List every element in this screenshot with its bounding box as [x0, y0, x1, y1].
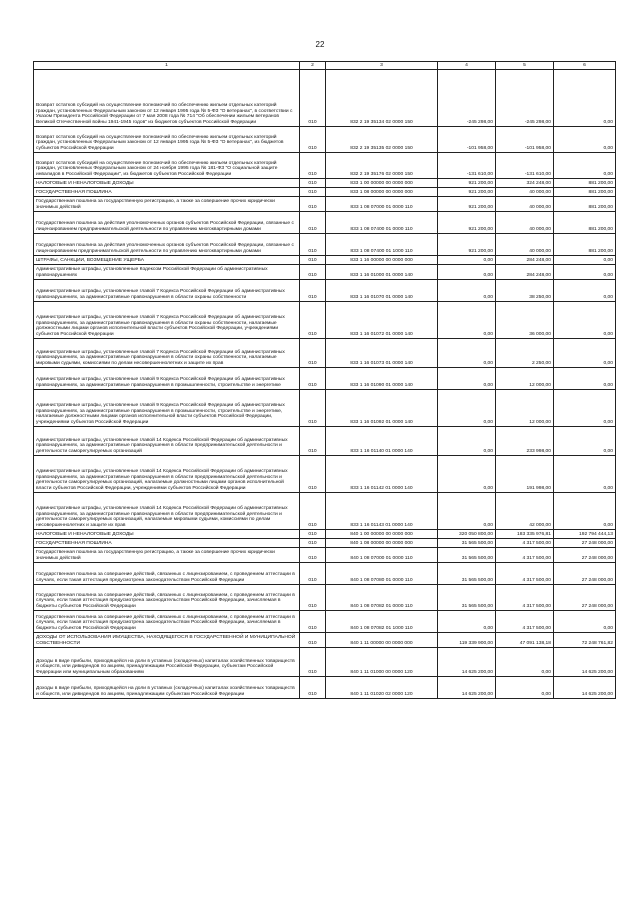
row-name-cell: Возврат остатков субсидий на осуществление полномочий по обеспечению жильем отдельных категорий граждан, установленных Федеральным законом от 24 ноября 1995 года № 181-ФЗ "О социальной защите инвалидов в Российской Федерации", из бюджетов субъектов Российской Федерации	[34, 153, 300, 179]
table-row	[34, 677, 616, 699]
row-unexecuted-cell: 0,00	[554, 390, 616, 427]
row-budget-code-cell: 840 1 08 07082 01 0000 110	[326, 585, 438, 611]
row-line-code-cell: 010	[300, 585, 326, 611]
budget-income-table	[33, 61, 616, 699]
row-line-code-cell: 010	[300, 530, 326, 539]
row-budget-code-cell: 840 1 00 00000 00 0000 000	[326, 530, 438, 539]
row-executed-cell: 4 317 500,00	[496, 548, 554, 563]
row-line-code-cell: 010	[300, 188, 326, 197]
row-line-code-cell: 010	[300, 339, 326, 368]
row-unexecuted-cell: 0,00	[554, 302, 616, 339]
table-row	[34, 280, 616, 302]
row-line-code-cell: 010	[300, 280, 326, 302]
row-line-code-cell: 010	[300, 456, 326, 493]
row-line-code-cell: 010	[300, 302, 326, 339]
table-row	[34, 179, 616, 188]
row-approved-cell: 0,00	[438, 456, 496, 493]
row-name-cell: Административные штрафы, установленные главой 14 Кодекса Российской Федерации об административных правонарушениях, за административные правонарушения в области предпринимательской деятельности и деятельности саморегулируемых организаций, налагаемые должностными лицами органов исполнительной власти субъектов Российской Федерации, учреждениями субъектов Российской Федерации	[34, 456, 300, 493]
row-name-cell: Доходы в виде прибыли, приходящейся на доли в уставных (складочных) капиталах хозяйственных товариществ и обществ, или дивидендов по акциям, принадлежащим субъектам Российской Федерации	[34, 677, 300, 699]
row-approved-cell: 0,00	[438, 339, 496, 368]
row-executed-cell: 40 000,00	[496, 212, 554, 234]
row-approved-cell: 31 565 500,00	[438, 539, 496, 548]
row-budget-code-cell: 833 1 16 01092 01 0000 140	[326, 390, 438, 427]
row-unexecuted-cell: 72 248 761,82	[554, 633, 616, 648]
row-approved-cell: 0,00	[438, 302, 496, 339]
row-executed-cell: 0,00	[496, 648, 554, 677]
row-unexecuted-cell: 0,00	[554, 70, 616, 127]
row-budget-code-cell: 833 1 16 01143 01 0000 140	[326, 493, 438, 530]
table-row	[34, 339, 616, 368]
row-line-code-cell: 010	[300, 212, 326, 234]
row-budget-code-cell: 833 1 00 00000 00 0000 000	[326, 179, 438, 188]
row-line-code-cell: 010	[300, 648, 326, 677]
row-budget-code-cell: 833 1 08 07400 01 1000 110	[326, 234, 438, 256]
row-unexecuted-cell: 14 625 200,00	[554, 648, 616, 677]
table-row	[34, 188, 616, 197]
table-row	[34, 368, 616, 390]
row-unexecuted-cell: 0,00	[554, 493, 616, 530]
row-executed-cell: 4 317 500,00	[496, 611, 554, 633]
row-budget-code-cell: 833 1 16 01142 01 0000 140	[326, 456, 438, 493]
table-row	[34, 127, 616, 153]
row-executed-cell: 42 000,00	[496, 493, 554, 530]
row-line-code-cell: 010	[300, 368, 326, 390]
row-line-code-cell: 010	[300, 127, 326, 153]
row-approved-cell: 921 200,00	[438, 197, 496, 212]
column-header: 4	[438, 62, 496, 70]
row-budget-code-cell: 840 1 11 00000 00 0000 000	[326, 633, 438, 648]
row-name-cell: Административные штрафы, установленные главой 9 Кодекса Российской Федерации об административных правонарушениях, за административные правонарушения в промышленности, строительстве и энергетике, налагаемые должностными лицами органов исполнительной власти субъектов Российской Федерации, учреждениями субъектов Российской Федерации	[34, 390, 300, 427]
row-executed-cell: 4 317 500,00	[496, 539, 554, 548]
row-budget-code-cell: 833 1 08 07000 01 0000 110	[326, 197, 438, 212]
table-row	[34, 153, 616, 179]
row-unexecuted-cell: 27 248 000,00	[554, 539, 616, 548]
row-executed-cell: 284 248,00	[496, 265, 554, 280]
row-executed-cell: 40 000,00	[496, 197, 554, 212]
row-unexecuted-cell: 0,00	[554, 280, 616, 302]
row-budget-code-cell: 840 1 08 07082 01 1000 110	[326, 611, 438, 633]
row-approved-cell: 0,00	[438, 611, 496, 633]
row-approved-cell: 31 565 500,00	[438, 563, 496, 585]
table-row	[34, 530, 616, 539]
row-budget-code-cell: 840 1 08 07000 01 0000 110	[326, 548, 438, 563]
row-approved-cell: 31 565 500,00	[438, 548, 496, 563]
row-unexecuted-cell: 881 200,00	[554, 179, 616, 188]
row-budget-code-cell: 833 1 16 01072 01 0000 140	[326, 302, 438, 339]
row-executed-cell: 4 317 500,00	[496, 563, 554, 585]
row-unexecuted-cell: 192 794 444,13	[554, 530, 616, 539]
row-unexecuted-cell: 881 200,00	[554, 234, 616, 256]
row-executed-cell: 233 998,00	[496, 427, 554, 456]
row-unexecuted-cell: 27 248 000,00	[554, 563, 616, 585]
row-approved-cell: 31 565 500,00	[438, 585, 496, 611]
row-line-code-cell: 010	[300, 256, 326, 265]
row-executed-cell: 183 335 976,81	[496, 530, 554, 539]
row-approved-cell: 0,00	[438, 368, 496, 390]
row-line-code-cell: 010	[300, 563, 326, 585]
row-name-cell: Административные штрафы, установленные Кодексом Российской Федерации об административных правонарушениях	[34, 265, 300, 280]
table-row	[34, 212, 616, 234]
row-approved-cell: 0,00	[438, 256, 496, 265]
column-header: 6	[554, 62, 616, 70]
row-approved-cell: 119 339 900,00	[438, 633, 496, 648]
table-row	[34, 197, 616, 212]
row-line-code-cell: 010	[300, 677, 326, 699]
row-executed-cell: 40 000,00	[496, 188, 554, 197]
row-budget-code-cell: 833 1 16 01070 01 0000 140	[326, 280, 438, 302]
row-unexecuted-cell: 881 200,00	[554, 212, 616, 234]
row-approved-cell: 921 200,00	[438, 212, 496, 234]
row-name-cell: НАЛОГОВЫЕ И НЕНАЛОГОВЫЕ ДОХОДЫ	[34, 179, 300, 188]
row-name-cell: Государственная пошлина за совершение действий, связанных с лицензированием, с проведением аттестации в случаях, если такая аттестация предусмотрена законодательством Российской Федерации, зачисляемая в бюджеты субъектов Российской Федерации	[34, 611, 300, 633]
row-unexecuted-cell: 0,00	[554, 153, 616, 179]
row-budget-code-cell: 840 1 08 00000 00 0000 000	[326, 539, 438, 548]
row-executed-cell: 36 000,00	[496, 302, 554, 339]
row-name-cell: Государственная пошлина за совершение действий, связанных с лицензированием, с проведением аттестации в случаях, если такая аттестация предусмотрена законодательством Российской Федерации	[34, 563, 300, 585]
table-row	[34, 539, 616, 548]
row-name-cell: Административные штрафы, установленные главой 7 Кодекса Российской Федерации об административных правонарушениях, за административные правонарушения в области охраны собственности	[34, 280, 300, 302]
row-line-code-cell: 010	[300, 265, 326, 280]
row-budget-code-cell: 833 1 16 01073 01 0000 140	[326, 339, 438, 368]
row-budget-code-cell: 833 1 16 00000 00 0000 000	[326, 256, 438, 265]
row-unexecuted-cell: 0,00	[554, 368, 616, 390]
row-name-cell: Государственная пошлина за государственную регистрацию, а также за совершение прочих юридически значимых действий	[34, 197, 300, 212]
column-header: 3	[326, 62, 438, 70]
row-budget-code-cell: 840 1 11 01000 00 0000 120	[326, 648, 438, 677]
table-row	[34, 563, 616, 585]
row-unexecuted-cell: 0,00	[554, 265, 616, 280]
row-line-code-cell: 010	[300, 70, 326, 127]
row-name-cell: ДОХОДЫ ОТ ИСПОЛЬЗОВАНИЯ ИМУЩЕСТВА, НАХОДЯЩЕГОСЯ В ГОСУДАРСТВЕННОЙ И МУНИЦИПАЛЬНОЙ СОБСТВЕННОСТИ	[34, 633, 300, 648]
table-row	[34, 390, 616, 427]
row-unexecuted-cell: 0,00	[554, 256, 616, 265]
table-row	[34, 611, 616, 633]
row-executed-cell: 284 248,00	[496, 256, 554, 265]
row-name-cell: Административные штрафы, установленные главой 7 Кодекса Российской Федерации об административных правонарушениях, за административные правонарушения в области охраны собственности, налагаемые должностными лицами органов исполнительной власти субъектов Российской Федерации, учреждениями субъектов Российской Федерации	[34, 302, 300, 339]
row-executed-cell: 191 998,00	[496, 456, 554, 493]
row-approved-cell: 0,00	[438, 390, 496, 427]
table-row	[34, 456, 616, 493]
row-approved-cell: -131 610,00	[438, 153, 496, 179]
row-name-cell: ШТРАФЫ, САНКЦИИ, ВОЗМЕЩЕНИЕ УЩЕРБА	[34, 256, 300, 265]
row-name-cell: Доходы в виде прибыли, приходящейся на доли в уставных (складочных) капиталах хозяйственных товариществ и обществ, или дивидендов по акциям, принадлежащим Российской Федерации, субъектам Российской Федерации или муниципальным образованиям	[34, 648, 300, 677]
table-row	[34, 70, 616, 127]
row-approved-cell: 14 625 200,00	[438, 648, 496, 677]
table-row	[34, 265, 616, 280]
row-name-cell: Возврат остатков субсидий на осуществление полномочий по обеспечению жильем отдельных категорий граждан, установленных Федеральным законом от 12 января 1995 года № 5-ФЗ "О ветеранах", из бюджетов субъектов Российской Федерации	[34, 127, 300, 153]
row-budget-code-cell: 833 1 16 01140 01 0000 140	[326, 427, 438, 456]
row-unexecuted-cell: 0,00	[554, 456, 616, 493]
row-line-code-cell: 010	[300, 493, 326, 530]
row-unexecuted-cell: 14 625 200,00	[554, 677, 616, 699]
row-name-cell: ГОСУДАРСТВЕННАЯ ПОШЛИНА	[34, 539, 300, 548]
row-budget-code-cell: 840 1 08 07080 01 0000 110	[326, 563, 438, 585]
column-header: 5	[496, 62, 554, 70]
row-line-code-cell: 010	[300, 179, 326, 188]
row-executed-cell: 324 248,00	[496, 179, 554, 188]
row-line-code-cell: 010	[300, 611, 326, 633]
row-budget-code-cell: 832 2 19 35135 02 0000 150	[326, 127, 438, 153]
row-line-code-cell: 010	[300, 153, 326, 179]
row-name-cell: Государственная пошлина за действия уполномоченных органов субъектов Российской Федерации, связанные с лицензированием предпринимательской деятельности по управлению многоквартирными домами	[34, 212, 300, 234]
row-approved-cell: 0,00	[438, 265, 496, 280]
row-budget-code-cell: 840 1 11 01020 02 0000 120	[326, 677, 438, 699]
row-name-cell: Государственная пошлина за совершение действий, связанных с лицензированием, с проведением аттестации в случаях, если такая аттестация предусмотрена законодательством Российской Федерации, зачисляемая в бюджеты субъектов Российской Федерации	[34, 585, 300, 611]
row-name-cell: Государственная пошлина за государственную регистрацию, а также за совершение прочих юридически значимых действий	[34, 548, 300, 563]
row-approved-cell: 14 625 200,00	[438, 677, 496, 699]
row-approved-cell: -101 958,00	[438, 127, 496, 153]
row-unexecuted-cell: 27 248 000,00	[554, 585, 616, 611]
row-unexecuted-cell: 881 200,00	[554, 197, 616, 212]
row-approved-cell: 0,00	[438, 427, 496, 456]
row-unexecuted-cell: 0,00	[554, 127, 616, 153]
column-header: 2	[300, 62, 326, 70]
row-line-code-cell: 010	[300, 234, 326, 256]
row-budget-code-cell: 832 2 19 35176 02 0000 150	[326, 153, 438, 179]
table-row	[34, 585, 616, 611]
table-row	[34, 493, 616, 530]
row-line-code-cell: 010	[300, 548, 326, 563]
column-header: 1	[34, 62, 300, 70]
row-executed-cell: 12 000,00	[496, 368, 554, 390]
row-name-cell: Административные штрафы, установленные главой 7 Кодекса Российской Федерации об административных правонарушениях, за административные правонарушения в области охраны собственности, налагаемые мировыми судьями, комиссиями по делам несовершеннолетних и защите их прав	[34, 339, 300, 368]
row-line-code-cell: 010	[300, 427, 326, 456]
row-name-cell: Административные штрафы, установленные главой 14 Кодекса Российской Федерации об административных правонарушениях, за административные правонарушения в области предпринимательской деятельности и деятельности саморегулируемых организаций, налагаемые мировыми судьями, комиссиями по делам несовершеннолетних и защите их прав	[34, 493, 300, 530]
row-line-code-cell: 010	[300, 197, 326, 212]
row-line-code-cell: 010	[300, 539, 326, 548]
row-line-code-cell: 010	[300, 390, 326, 427]
row-budget-code-cell: 833 1 08 07400 01 0000 110	[326, 212, 438, 234]
table-row	[34, 548, 616, 563]
row-unexecuted-cell: 0,00	[554, 339, 616, 368]
row-approved-cell: 0,00	[438, 280, 496, 302]
page-number: 22	[315, 40, 325, 49]
row-executed-cell: 40 000,00	[496, 234, 554, 256]
table-row	[34, 302, 616, 339]
row-line-code-cell: 010	[300, 633, 326, 648]
row-approved-cell: -245 298,00	[438, 70, 496, 127]
row-executed-cell: 0,00	[496, 677, 554, 699]
row-name-cell: НАЛОГОВЫЕ И НЕНАЛОГОВЫЕ ДОХОДЫ	[34, 530, 300, 539]
row-name-cell: Возврат остатков субсидий на осуществление полномочий по обеспечению жильем отдельных категорий граждан, установленных Федеральным законом от 12 января 1995 года № 5-ФЗ "О ветеранах", в соответствии с Указом Президента Российской Федерации от 7 мая 2008 года № 714 "Об обеспечении жильем ветеранов Великой Отечественной войны 1941-1945 годов" из бюджетов субъектов Российской Федерации	[34, 70, 300, 127]
row-unexecuted-cell: 27 248 000,00	[554, 548, 616, 563]
row-executed-cell: 47 091 138,18	[496, 633, 554, 648]
row-executed-cell: 4 317 500,00	[496, 585, 554, 611]
row-budget-code-cell: 832 2 19 35134 02 0000 150	[326, 70, 438, 127]
row-unexecuted-cell: 881 200,00	[554, 188, 616, 197]
row-approved-cell: 921 200,00	[438, 234, 496, 256]
table-row	[34, 633, 616, 648]
row-name-cell: Государственная пошлина за действия уполномоченных органов субъектов Российской Федерации, связанные с лицензированием предпринимательской деятельности по управлению многоквартирными домами	[34, 234, 300, 256]
row-unexecuted-cell: 0,00	[554, 427, 616, 456]
table-row	[34, 648, 616, 677]
row-budget-code-cell: 833 1 16 01090 01 0000 140	[326, 368, 438, 390]
table-row	[34, 256, 616, 265]
row-executed-cell: 38 250,00	[496, 280, 554, 302]
table-header-row	[34, 62, 616, 70]
row-budget-code-cell: 833 1 08 00000 00 0000 000	[326, 188, 438, 197]
row-executed-cell: 2 250,00	[496, 339, 554, 368]
row-name-cell: ГОСУДАРСТВЕННАЯ ПОШЛИНА	[34, 188, 300, 197]
table-row	[34, 234, 616, 256]
row-approved-cell: 320 050 800,00	[438, 530, 496, 539]
row-unexecuted-cell: 0,00	[554, 611, 616, 633]
row-name-cell: Административные штрафы, установленные главой 9 Кодекса Российской Федерации об административных правонарушениях, за административные правонарушения в промышленности, строительстве и энергетике	[34, 368, 300, 390]
row-name-cell: Административные штрафы, установленные главой 14 Кодекса Российской Федерации об административных правонарушениях, за административные правонарушения в области предпринимательской деятельности и деятельности саморегулируемых организаций	[34, 427, 300, 456]
row-executed-cell: -131 610,00	[496, 153, 554, 179]
row-approved-cell: 921 200,00	[438, 188, 496, 197]
row-executed-cell: -245 298,00	[496, 70, 554, 127]
row-executed-cell: 12 000,00	[496, 390, 554, 427]
row-approved-cell: 921 200,00	[438, 179, 496, 188]
row-approved-cell: 0,00	[438, 493, 496, 530]
row-executed-cell: -101 958,00	[496, 127, 554, 153]
table-row	[34, 427, 616, 456]
row-budget-code-cell: 833 1 16 01000 01 0000 140	[326, 265, 438, 280]
